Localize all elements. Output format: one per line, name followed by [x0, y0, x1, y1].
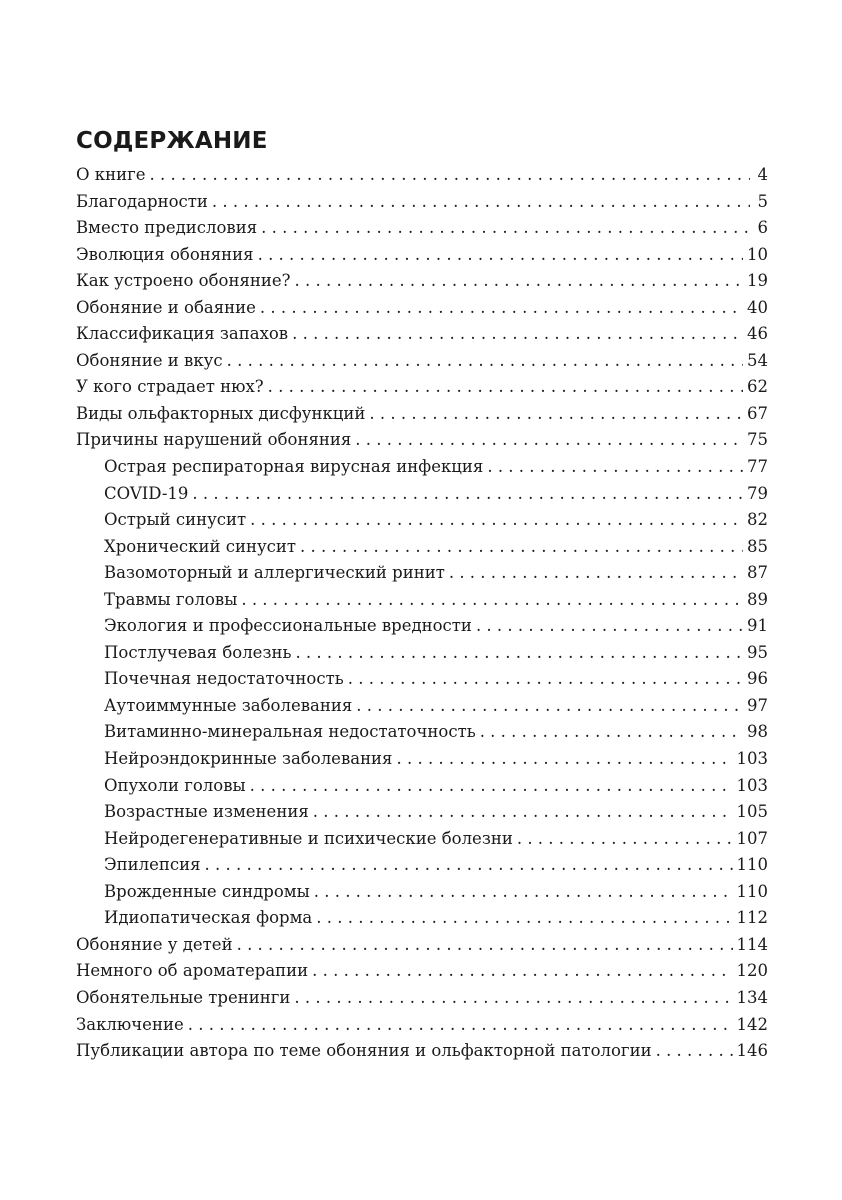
toc-entry	[76, 932, 768, 959]
toc-subentry	[76, 905, 768, 932]
toc-entry-title: Витаминно-минеральная недостаточность	[104, 722, 476, 742]
dot-leader	[356, 693, 743, 720]
toc-page-number: 105	[736, 802, 768, 822]
toc-page-number: 6	[757, 218, 768, 238]
toc-subentry	[76, 640, 768, 667]
toc-page-number: 67	[747, 403, 768, 423]
toc-subentry	[76, 534, 768, 561]
toc-subentry	[76, 613, 768, 640]
dot-leader	[227, 348, 743, 375]
toc-entry-title: Виды ольфакторных дисфункций	[76, 403, 366, 423]
toc-page-number: 110	[736, 855, 768, 875]
toc-page-number: 120	[736, 961, 768, 981]
dot-leader	[295, 640, 743, 667]
dot-leader	[295, 268, 744, 295]
toc-page-number: 95	[747, 642, 768, 662]
toc-entry-title: Обонятельные тренинги	[76, 987, 291, 1007]
toc-entry	[76, 427, 768, 454]
toc-subentry	[76, 587, 768, 614]
toc-page-number: 89	[747, 589, 768, 609]
toc-subentry	[76, 693, 768, 720]
toc-page-number: 98	[747, 722, 768, 742]
toc-subentry	[76, 507, 768, 534]
toc-entry-title: Экология и профессиональные вредности	[104, 616, 472, 636]
dot-leader	[449, 560, 743, 587]
dot-leader	[237, 932, 733, 959]
toc-subentry	[76, 454, 768, 481]
toc-subentry	[76, 560, 768, 587]
toc-entry-title: Хронический синусит	[104, 536, 297, 556]
dot-leader	[314, 879, 733, 906]
toc-entry-title: COVID-19	[104, 483, 189, 503]
toc-page-number: 4	[757, 165, 768, 184]
dot-leader	[487, 454, 743, 481]
dot-leader	[656, 1038, 733, 1065]
toc-page-number: 96	[747, 669, 768, 689]
toc-subentry	[76, 773, 768, 800]
toc-entry-title: У кого страдает нюх?	[76, 377, 264, 397]
toc-page-number: 103	[736, 749, 768, 769]
dot-leader	[258, 242, 743, 269]
dot-leader	[261, 215, 750, 242]
toc-page-number: 46	[747, 324, 768, 344]
toc-subentry	[76, 666, 768, 693]
toc-page-number: 110	[736, 881, 768, 901]
toc-subentry	[76, 746, 768, 773]
dot-leader	[480, 719, 743, 746]
toc-entry-title: Обоняние и вкус	[76, 350, 223, 370]
toc-page-number: 91	[747, 616, 768, 636]
toc-page-number: 134	[736, 987, 768, 1007]
table-of-contents	[76, 162, 768, 1065]
toc-page-number: 146	[736, 1041, 768, 1061]
toc-page-number: 54	[747, 350, 768, 370]
dot-leader	[316, 905, 732, 932]
toc-entry-title: Опухоли головы	[104, 775, 246, 795]
toc-entry-title: Причины нарушений обоняния	[76, 430, 352, 450]
toc-subentry	[76, 799, 768, 826]
dot-leader	[150, 162, 751, 189]
dot-leader	[355, 427, 743, 454]
toc-entry	[76, 242, 768, 269]
toc-entry	[76, 958, 768, 985]
dot-leader	[192, 481, 743, 508]
toc-entry	[76, 162, 768, 189]
toc-entry-title: Немного об ароматерапии	[76, 961, 309, 981]
toc-entry	[76, 268, 768, 295]
dot-leader	[260, 295, 743, 322]
toc-entry-title: Острая респираторная вирусная инфекция	[104, 457, 484, 477]
toc-entry	[76, 374, 768, 401]
dot-leader	[250, 773, 733, 800]
dot-leader	[517, 826, 733, 853]
toc-entry-title: Идиопатическая форма	[104, 908, 313, 928]
dot-leader	[268, 374, 743, 401]
toc-page-number: 103	[736, 775, 768, 795]
toc-page-number: 82	[747, 510, 768, 530]
toc-entry-title: Классификация запахов	[76, 324, 289, 344]
toc-entry-title: Обоняние и обаяние	[76, 297, 256, 317]
toc-entry	[76, 1038, 768, 1065]
toc-page-number: 5	[757, 191, 768, 211]
toc-subentry	[76, 879, 768, 906]
toc-entry	[76, 215, 768, 242]
dot-leader	[313, 799, 733, 826]
toc-subentry	[76, 719, 768, 746]
dot-leader	[212, 189, 750, 216]
toc-page-number: 97	[747, 695, 768, 715]
toc-entry-title: Обоняние у детей	[76, 934, 233, 954]
dot-leader	[300, 534, 743, 561]
toc-entry	[76, 295, 768, 322]
dot-leader	[188, 1012, 733, 1039]
dot-leader	[250, 507, 743, 534]
dot-leader	[369, 401, 743, 428]
toc-entry	[76, 401, 768, 428]
toc-entry-title: Возрастные изменения	[104, 802, 309, 822]
toc-page-number: 75	[747, 430, 768, 450]
toc-entry	[76, 348, 768, 375]
toc-entry-title: Острый синусит	[104, 510, 247, 530]
toc-page-number: 62	[747, 377, 768, 397]
toc-entry-title: Аутоиммунные заболевания	[104, 695, 353, 715]
toc-entry-title: Эпилепсия	[104, 855, 201, 875]
toc-entry-title: Публикации автора по теме обоняния и ольфакторной патологии	[76, 1041, 652, 1061]
dot-leader	[476, 613, 743, 640]
toc-entry-title: Благодарности	[76, 191, 208, 211]
toc-entry-title: Эволюция обоняния	[76, 244, 254, 264]
dot-leader	[292, 321, 743, 348]
toc-page-number: 114	[736, 934, 768, 954]
toc-entry-title: Заключение	[76, 1014, 184, 1034]
toc-page-number: 85	[747, 536, 768, 556]
toc-entry-title: Врожденные синдромы	[104, 881, 310, 901]
toc-page-number: 107	[736, 828, 768, 848]
toc-page-number: 19	[747, 271, 768, 291]
toc-subentry	[76, 826, 768, 853]
toc-entry	[76, 1012, 768, 1039]
toc-page-number: 77	[747, 457, 768, 477]
toc-subentry	[76, 852, 768, 879]
toc-page-number: 10	[747, 244, 768, 264]
toc-entry-title: Вместо предисловия	[76, 218, 258, 238]
toc-page-number: 142	[736, 1014, 768, 1034]
toc-entry-title: Постлучевая болезнь	[104, 642, 292, 662]
dot-leader	[396, 746, 732, 773]
toc-entry-title: Как устроено обоняние?	[76, 271, 291, 291]
toc-page-number: 112	[736, 908, 768, 928]
toc-entry	[76, 985, 768, 1012]
toc-entry-title: Вазомоторный и аллергический ринит	[104, 563, 445, 583]
dot-leader	[312, 958, 732, 985]
dot-leader	[294, 985, 732, 1012]
toc-entry	[76, 189, 768, 216]
toc-subentry	[76, 481, 768, 508]
dot-leader	[205, 852, 733, 879]
toc-entry-title: Нейродегенеративные и психические болезни	[104, 828, 513, 848]
toc-page-number: 79	[747, 483, 768, 503]
toc-entry-title: Почечная недостаточность	[104, 669, 344, 689]
toc-page-number: 87	[747, 563, 768, 583]
page-title: СОДЕРЖАНИЕ	[76, 128, 268, 154]
toc-entry-title: Нейроэндокринные заболевания	[104, 749, 393, 769]
toc-entry	[76, 321, 768, 348]
toc-page-number: 40	[747, 297, 768, 317]
toc-entry-title: О книге	[76, 165, 146, 184]
dot-leader	[241, 587, 743, 614]
dot-leader	[348, 666, 743, 693]
toc-entry-title: Травмы головы	[104, 589, 238, 609]
